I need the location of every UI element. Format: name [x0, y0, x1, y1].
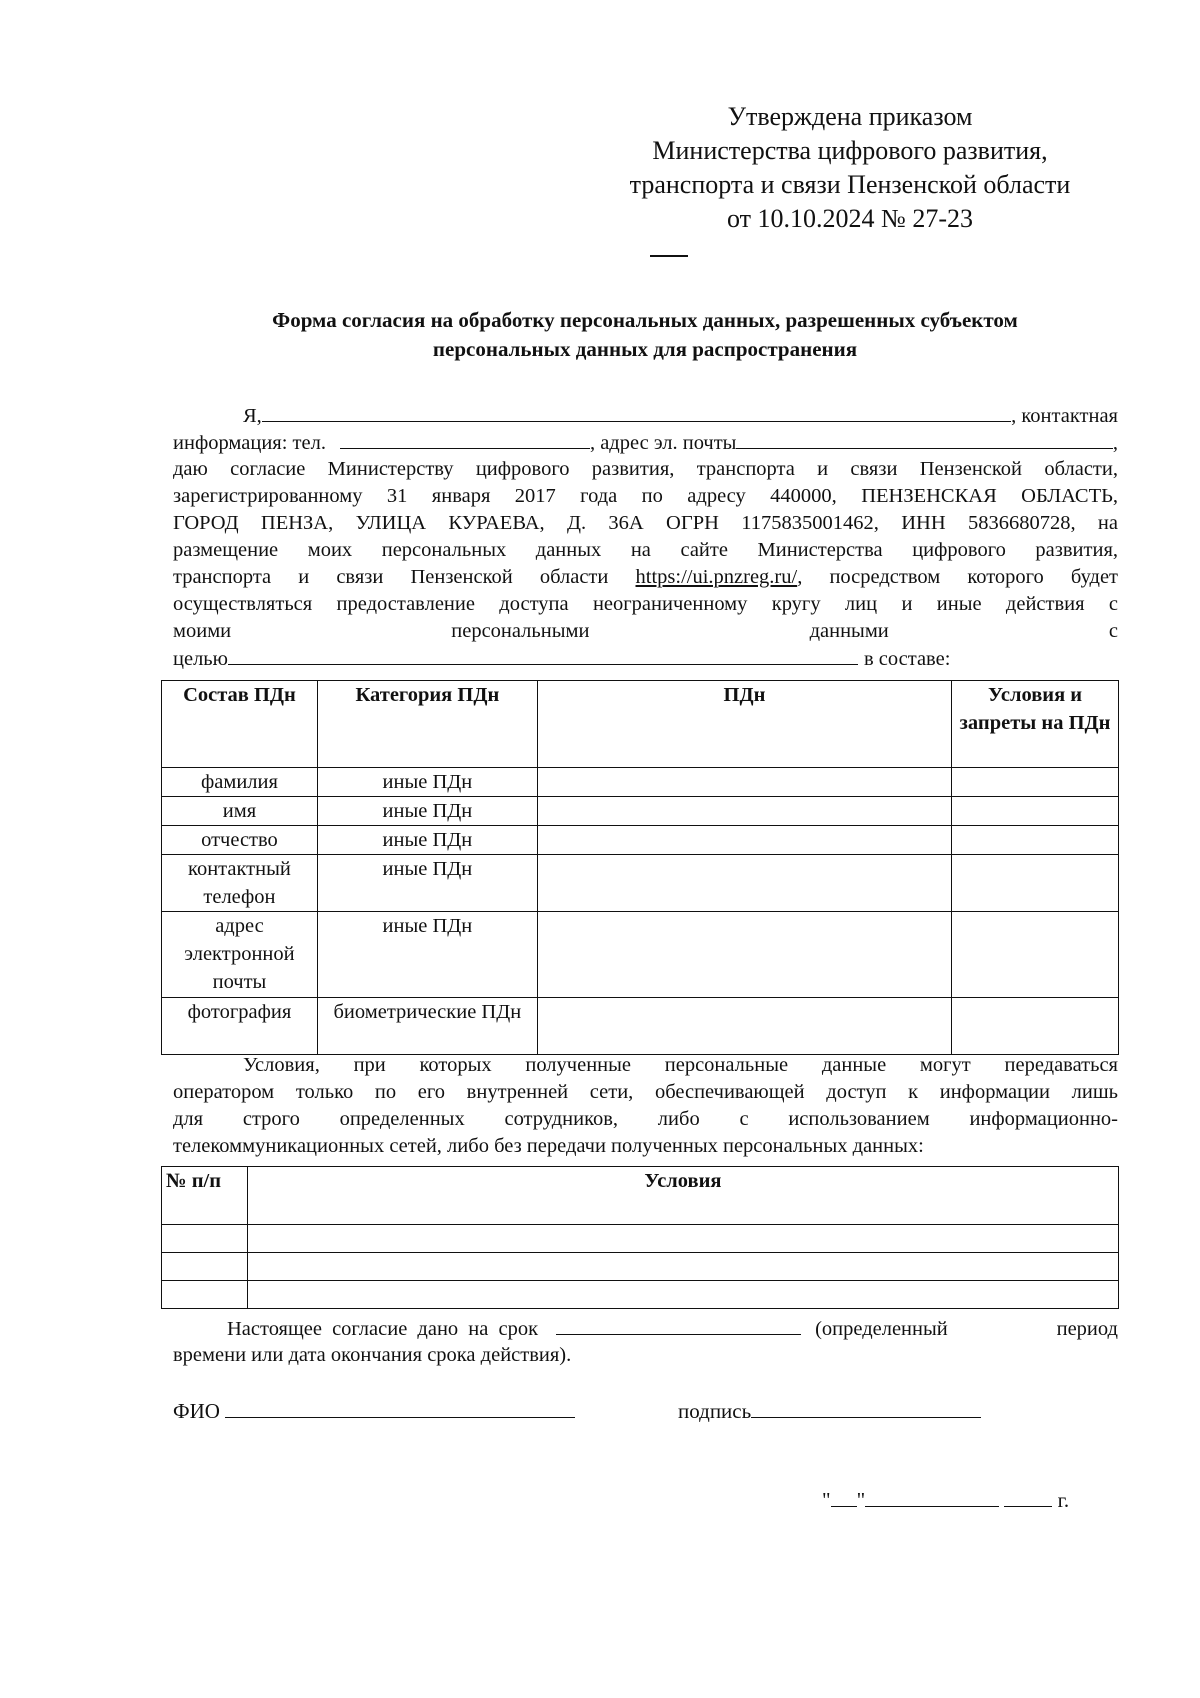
cell-composition: фотография	[162, 998, 318, 1055]
cell-pd[interactable]	[537, 797, 951, 826]
intro-line: размещение моих персональных данных на сайте Министерства цифрового развития,	[173, 539, 1118, 561]
conditions-paragraph	[173, 1052, 1118, 1160]
form-title	[170, 306, 1120, 364]
term-line: Настоящее согласие дано на срок (определенный период	[173, 1315, 1118, 1342]
cell-composition: отчество	[162, 826, 318, 855]
title-line: персональных данных для распространения	[432, 337, 858, 361]
cell-category: иные ПДн	[317, 912, 537, 998]
intro-line-site: транспорта и связи Пензенской области https://ui.pnzreg.ru/, посредством которого будет	[173, 566, 1119, 588]
cell-conditions[interactable]	[952, 768, 1119, 797]
term-field[interactable]	[556, 1315, 801, 1335]
intro-line-purpose: целью в составе:	[173, 645, 1118, 672]
approval-line: от 10.10.2024 № 27-23	[727, 204, 973, 233]
email-field[interactable]	[736, 429, 1112, 449]
intro-line-contacts: информация: тел. , адрес эл. почты ,	[173, 429, 1118, 456]
fio-line: ФИО	[173, 1397, 575, 1425]
personal-data-table	[161, 680, 1119, 1055]
cell-pd[interactable]	[537, 998, 951, 1055]
consent-paragraph	[173, 402, 1118, 672]
intro-line: зарегистрированному 31 января 2017 года по адресу 440000, ПЕНЗЕНСКАЯ ОБЛАСТЬ,	[173, 485, 1118, 507]
signature-line: подпись	[678, 1397, 981, 1425]
cell-category: иные ПДн	[317, 768, 537, 797]
term-paragraph	[173, 1315, 1118, 1369]
cell-pd[interactable]	[537, 826, 951, 855]
col-header-conditions: Условия и запреты на ПДн	[952, 681, 1119, 768]
cell-condition[interactable]	[247, 1253, 1118, 1281]
purpose-field[interactable]	[228, 645, 858, 665]
table-row	[162, 998, 1119, 1055]
cell-conditions[interactable]	[952, 826, 1119, 855]
table-row	[162, 797, 1119, 826]
table-row	[162, 1225, 1119, 1253]
cell-composition: контактный телефон	[162, 855, 318, 912]
table-row	[162, 768, 1119, 797]
col-header-composition: Состав ПДн	[162, 681, 318, 768]
full-name-field[interactable]	[262, 402, 1011, 422]
table-row	[162, 912, 1119, 998]
cell-number[interactable]	[162, 1281, 248, 1309]
title-line: Форма согласия на обработку персональных данных, разрешенных субъектом	[272, 308, 1018, 332]
col-header-conditions: Условия	[247, 1167, 1118, 1225]
intro-line: осуществляться предоставление доступа неограниченному кругу лиц и иные действия с	[173, 593, 1118, 615]
approval-line: Утверждена приказом	[727, 102, 973, 131]
conditions-line: Условия, при которых полученные персональные данные могут передаваться	[243, 1054, 1118, 1076]
signature-field[interactable]	[751, 1398, 981, 1418]
date-line: " " г.	[822, 1488, 1070, 1512]
cell-pd[interactable]	[537, 768, 951, 797]
table-header-row	[162, 1167, 1119, 1225]
cell-condition[interactable]	[247, 1281, 1118, 1309]
cell-composition: имя	[162, 797, 318, 826]
col-header-category: Категория ПДн	[317, 681, 537, 768]
day-field[interactable]	[831, 1487, 857, 1507]
cell-composition: адрес электронной почты	[162, 912, 318, 998]
cell-pd[interactable]	[537, 912, 951, 998]
approval-block	[600, 100, 1100, 236]
cell-pd[interactable]	[537, 855, 951, 912]
table-row	[162, 1253, 1119, 1281]
cell-number[interactable]	[162, 1253, 248, 1281]
conditions-line: телекоммуникационных сетей, либо без передачи полученных персональных данных:	[173, 1135, 924, 1157]
conditions-line: для строго определенных сотрудников, либо с использованием информационно-	[173, 1108, 1118, 1130]
cell-conditions[interactable]	[952, 797, 1119, 826]
year-field[interactable]	[1004, 1487, 1052, 1507]
intro-line: моими персональными данными с	[173, 620, 1118, 642]
table-row	[162, 855, 1119, 912]
cell-category: биометрические ПДн	[317, 998, 537, 1055]
cell-category: иные ПДн	[317, 855, 537, 912]
intro-line: ГОРОД ПЕНЗА, УЛИЦА КУРАЕВА, Д. 36А ОГРН 1175835001462, ИНН 5836680728, на	[173, 512, 1118, 534]
cell-condition[interactable]	[247, 1225, 1118, 1253]
cell-category: иные ПДн	[317, 826, 537, 855]
col-header-number: № п/п	[162, 1167, 248, 1225]
conditions-line: оператором только по его внутренней сети, обеспечивающей доступ к информации лишь	[173, 1081, 1118, 1103]
table-row	[162, 826, 1119, 855]
phone-field[interactable]	[340, 429, 590, 449]
cell-composition: фамилия	[162, 768, 318, 797]
intro-line: даю согласие Министерству цифрового развития, транспорта и связи Пензенской области,	[173, 458, 1118, 480]
cell-conditions[interactable]	[952, 998, 1119, 1055]
intro-line-name: Я, , контактная	[173, 402, 1118, 429]
cell-number[interactable]	[162, 1225, 248, 1253]
cell-conditions[interactable]	[952, 912, 1119, 998]
conditions-table	[161, 1166, 1119, 1309]
table-row	[162, 1281, 1119, 1309]
approval-line: Министерства цифрового развития,	[652, 136, 1048, 165]
term-line: времени или дата окончания срока действия).	[173, 1344, 572, 1366]
approval-line: транспорта и связи Пензенской области	[629, 170, 1071, 199]
fio-field[interactable]	[225, 1398, 575, 1418]
month-field[interactable]	[865, 1487, 999, 1507]
approval-divider	[650, 255, 688, 257]
cell-category: иные ПДн	[317, 797, 537, 826]
table-header-row	[162, 681, 1119, 768]
site-link[interactable]: https://ui.pnzreg.ru/	[635, 566, 798, 588]
col-header-pd: ПДн	[537, 681, 951, 768]
cell-conditions[interactable]	[952, 855, 1119, 912]
